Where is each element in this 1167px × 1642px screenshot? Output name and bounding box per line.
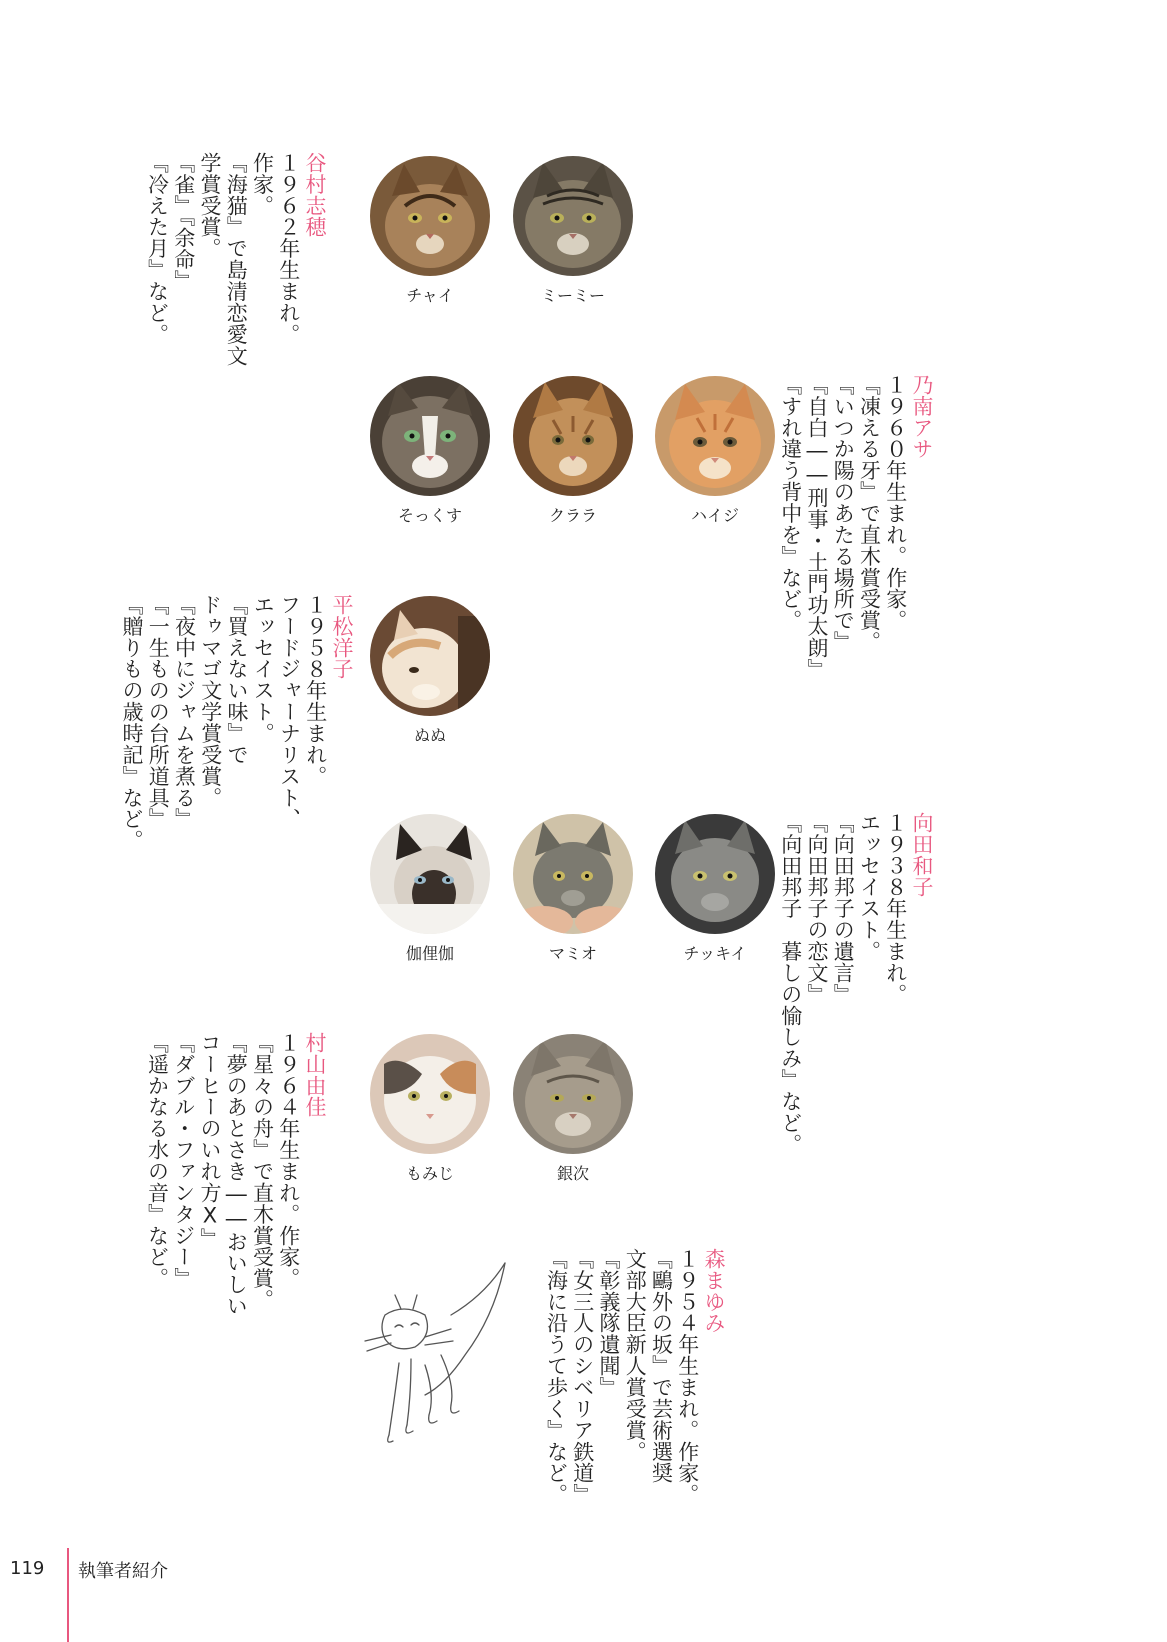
author-bio [119, 594, 355, 851]
bio-line: 『すれ違う背中を』など。 [778, 374, 803, 632]
author-name: 向田和子 [910, 812, 934, 898]
bio-line: １９６２年生まれ。 [276, 152, 301, 345]
cat-photo-nunu [370, 596, 490, 716]
bio-line: 『向田邦子 暮しの愉しみ』など。 [778, 812, 803, 1155]
bio-line: 『自白――刑事・土門功太朗』 [805, 374, 829, 680]
bio-line: 『海猫』で島清恋愛文 [224, 152, 249, 367]
cat-photo-mamio [513, 814, 633, 934]
cat-name: マミオ [548, 944, 597, 963]
bio-line: フードジャーナリスト、 [277, 594, 302, 830]
cat-name: 伽俚伽 [405, 944, 454, 963]
bio-line: 『彰義隊遺聞』 [597, 1248, 621, 1398]
bio-line: 『一生ものの台所道具』 [146, 594, 171, 830]
cat-name: クララ [548, 506, 597, 525]
cat-photo-kurara [513, 376, 633, 496]
cat-photo-ginji [513, 1034, 633, 1154]
bio-line: １９６０年生まれ。作家。 [883, 374, 908, 632]
bio-line: 『贈りもの歳時記』など。 [120, 594, 144, 852]
bio-line: １９６４年生まれ。作家。 [276, 1032, 301, 1290]
bio-line: エッセイスト。 [857, 812, 882, 962]
cat-photo-chikkii [655, 814, 775, 934]
bio-line: １９３８年生まれ。 [883, 812, 908, 1005]
bio-line: 『凍える牙』で直木賞受賞。 [857, 374, 882, 653]
cat-name: そっくす [397, 506, 462, 525]
bio-line: 『夜中にジャムを煮る』 [172, 594, 197, 830]
bio-line: 『遥かなる水の音』など。 [145, 1032, 170, 1290]
bio-line: コーヒーのいれ方Ⅹ』 [198, 1032, 222, 1250]
bio-line: 『向田邦子の遺言』 [831, 812, 856, 1005]
bio-line: 『鷗外の坂』で芸術選奨 [649, 1248, 674, 1484]
bio-line: 文部大臣新人賞受賞。 [623, 1248, 648, 1463]
cat-name: もみじ [405, 1164, 454, 1183]
bio-line: 『海に沿うて歩く』など。 [544, 1248, 569, 1506]
bio-line: 『雀』『余命』 [171, 152, 196, 292]
cat-name: チッキイ [683, 944, 747, 963]
bio-line: 作家。 [250, 152, 275, 217]
cat-photo-momiji [370, 1034, 490, 1154]
author-name: 村山由佳 [303, 1032, 327, 1118]
bio-line: 『いつか陽のあたる場所で』 [831, 374, 856, 653]
cat-name: ミーミー [540, 286, 605, 305]
bio-line: 『向田邦子の恋文』 [805, 812, 829, 1005]
section-title: 執筆者紹介 [78, 1561, 168, 1582]
page-number: 119 [10, 1558, 45, 1579]
bio-line: １９５８年生まれ。 [303, 594, 328, 787]
cat-photo-mimi [513, 156, 633, 276]
author-name: 乃南アサ [910, 374, 934, 460]
bio-line: 『冷えた月』など。 [145, 152, 170, 345]
bio-line: １９５４年生まれ。作家。 [675, 1248, 700, 1506]
author-name: 森まゆみ [702, 1248, 726, 1334]
author-name: 谷村志穂 [303, 152, 327, 238]
author-bio [778, 374, 936, 680]
bio-line: 学賞受賞。 [198, 152, 222, 260]
cat-name: チャイ [406, 286, 454, 305]
cat-photo-haiji [655, 376, 775, 496]
author-bio [543, 1248, 727, 1505]
author-bio [144, 1032, 328, 1316]
cat-photo-chai [370, 156, 490, 276]
author-bio [144, 152, 328, 366]
bio-line: エッセイスト。 [251, 594, 276, 744]
bio-line: 『夢のあとさき――おいしい [224, 1032, 249, 1317]
bio-line: 『ダブル・ファンタジー』 [171, 1032, 196, 1290]
bio-line: 『星々の舟』で直木賞受賞。 [250, 1032, 275, 1311]
cat-line-drawing [355, 1255, 535, 1519]
cat-photo-karika [370, 814, 490, 934]
cat-name: ハイジ [690, 506, 739, 525]
bio-line: ドゥマゴ文学賞受賞。 [198, 594, 223, 809]
author-name: 平松洋子 [330, 594, 354, 680]
author-bio [778, 812, 936, 1155]
cat-photo-sokkusu [370, 376, 490, 496]
cat-name: 銀次 [556, 1164, 589, 1183]
cat-name: ぬぬ [413, 726, 446, 745]
footer-accent-bar [67, 1548, 69, 1642]
bio-line: 『買えない味』で [225, 594, 249, 766]
bio-line: 『女三人のシベリア鉄道』 [570, 1248, 595, 1506]
